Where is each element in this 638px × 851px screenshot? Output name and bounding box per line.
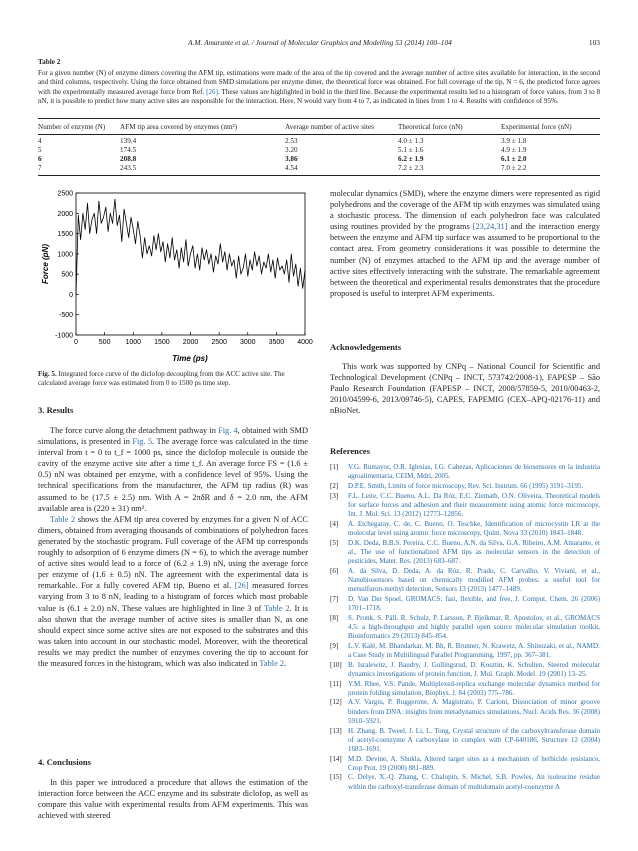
reference-item bbox=[330, 595, 600, 613]
figure-caption: Fig. 5. Integrated force curve of the diclofop decoupling from the ACC active site. The calculated average force was estimated from 0 to 1500 ps time step. bbox=[38, 370, 285, 388]
reference-text[interactable]: V.G. Rumayor, O.R. Iglesias, I.G. Cabezas, Aplicaciones de biosensores en la industria agroalimentaria, CEIM, Mdri, 2005. bbox=[348, 463, 600, 481]
reference-text[interactable]: A. Etchegaray, C. de, C. Bueno, O. Teschke, Identification of microcystin LR at the molecular level using atomic force microscopy, Quím. Nova 33 (2010) 1843–1848. bbox=[348, 519, 600, 537]
references-heading: References bbox=[330, 446, 370, 456]
reference-text[interactable]: F.L. Leite, C.C. Bueno, A.L. Da Róz, E.C. Ziemath, O.N. Oliveira, Theoretical models for surface forces and adhesion and their measurement using atomic force microscopy, Int. J. Mol. Sci. 13 (2012) 12773–12856. bbox=[348, 491, 600, 518]
acknowledgements-body bbox=[330, 361, 600, 416]
reference-number: [5] bbox=[330, 538, 339, 547]
reference-number: [2] bbox=[330, 481, 339, 490]
reference-item bbox=[330, 520, 600, 538]
reference-text[interactable]: D. Van Der Spoel, GROMACS: fast, flexible, and free, J. Comput. Chem. 26 (2006) 1701–1718. bbox=[348, 594, 600, 612]
x-tick-label: 2000 bbox=[182, 339, 199, 346]
table-cell: 6 bbox=[38, 155, 42, 163]
table-cell: 5.1 ± 1.6 bbox=[398, 146, 424, 154]
reference-item bbox=[330, 614, 600, 641]
x-axis-ticks bbox=[74, 332, 313, 346]
x-tick-label: 4000 bbox=[297, 339, 313, 346]
x-tick-label: 2500 bbox=[211, 339, 227, 346]
table-header-cell: Number of enzyme (N) bbox=[38, 123, 106, 131]
acknowledgements-paragraph: This work was supported by CNPq – National Council for Scientific and Technological Development (CNPq – INCT, 573742/2008-1), FAPESP – São Paulo Research Foundation (FAPESP – INCT, 2008/57859-5, 2010/00463-2, 2010/04599-6, 2013/09746-5), CAPES, FAPEMIG (CEX–APQ-02176-11) and nBioNet. bbox=[330, 362, 600, 416]
table-cell: 3.86 bbox=[285, 155, 298, 163]
results-heading: 3. Results bbox=[38, 405, 74, 415]
y-tick-label: -1000 bbox=[55, 332, 73, 340]
table-title: Table 2 bbox=[38, 58, 61, 66]
table-cell: 7 bbox=[38, 164, 42, 172]
reference-item bbox=[330, 773, 600, 791]
force-series-line bbox=[76, 199, 305, 294]
reference-number: [13] bbox=[330, 726, 342, 735]
reference-text[interactable]: Y.M. Rhee, V.S. Pande, Multiplexed-replica exchange molecular dynamics method for protein folding simulation, Biophys. J. 84 (2003) 775–786. bbox=[348, 679, 600, 697]
reference-item bbox=[330, 661, 600, 679]
reference-item bbox=[330, 680, 600, 698]
reference-item bbox=[330, 727, 600, 754]
reference-item bbox=[330, 463, 600, 481]
reference-item bbox=[330, 539, 600, 566]
table-link[interactable]: Table 2 bbox=[50, 514, 76, 524]
table-top-rule bbox=[38, 118, 600, 119]
table-cell: 4 bbox=[38, 137, 42, 145]
reference-item bbox=[330, 482, 600, 491]
reference-item bbox=[330, 698, 600, 725]
reference-text[interactable]: M.D. Devine, A. Shukla, Altered target sites as a mechanism of herbicide resistance, Crop Prot. 19 (2000) 881–889. bbox=[348, 754, 600, 772]
ref-link[interactable]: [23,24,31] bbox=[472, 222, 508, 232]
conclusions-body bbox=[38, 777, 308, 821]
table-cell: 7.2 ± 2.3 bbox=[398, 164, 424, 172]
fig-link[interactable]: Fig. 4 bbox=[218, 426, 238, 435]
reference-text[interactable]: L.V. Kalé, M. Bhandarkar, M. Bh, R. Brunner, N. Krawetz, A. Shinozaki, et al., NAMD: a Case Study in Multilingual Parallel Programming, 1997, pp. 367–381. bbox=[348, 641, 600, 659]
table-cell: 4.9 ± 1.9 bbox=[501, 146, 527, 154]
reference-number: [8] bbox=[330, 613, 339, 622]
reference-number: [7] bbox=[330, 594, 339, 603]
ref-link[interactable]: [26] bbox=[206, 87, 218, 96]
reference-number: [10] bbox=[330, 660, 342, 669]
x-tick-label: 500 bbox=[98, 339, 111, 346]
y-tick-label: -500 bbox=[58, 312, 73, 320]
table-header-cell: Theoretical force (nN) bbox=[398, 123, 463, 131]
y-axis-ticks bbox=[55, 191, 79, 340]
reference-text[interactable]: H. Zhang, B. Tweel, J. Li, L. Tong, Crystal structure of the carboxyltransferase domain of acetyl-coenzyme A carboxylase in complex with CP-640186, Structure 12 (2004) 1683–1691. bbox=[348, 726, 600, 753]
reference-number: [1] bbox=[330, 463, 339, 471]
reference-text[interactable]: D.P.E. Smith, Limits of force microscopy, Rev. Sci. Instrum. 66 (1995) 3191–3195. bbox=[348, 481, 584, 490]
reference-item bbox=[330, 755, 600, 773]
table-bottom-rule bbox=[38, 175, 600, 176]
page-number: 103 bbox=[588, 38, 600, 47]
reference-number: [4] bbox=[330, 519, 339, 528]
table-cell: 2.53 bbox=[285, 137, 298, 145]
table-cell: 174.5 bbox=[120, 146, 137, 154]
x-tick-label: 1000 bbox=[125, 339, 142, 346]
table-header-cell: Average number of active sites bbox=[285, 123, 374, 131]
fig-link[interactable]: Fig. 5 bbox=[132, 437, 153, 447]
table-cell: 3.20 bbox=[285, 146, 298, 154]
table-link[interactable]: Table 2 bbox=[264, 603, 290, 613]
table-cell: 139.4 bbox=[120, 137, 137, 145]
x-tick-label: 3500 bbox=[268, 339, 285, 346]
reference-item bbox=[330, 567, 600, 594]
y-tick-label: 1500 bbox=[57, 231, 73, 239]
table-header-cell: AFM tip area covered by enzymes (nm²) bbox=[120, 123, 238, 131]
table-link[interactable]: Table 2 bbox=[259, 658, 285, 668]
table-cell: 3.9 ± 1.8 bbox=[501, 137, 527, 145]
y-tick-label: 2500 bbox=[57, 190, 73, 198]
table-cell: 4.54 bbox=[285, 164, 298, 172]
y-tick-label: 0 bbox=[69, 291, 73, 299]
y-tick-label: 2000 bbox=[57, 210, 73, 218]
conclusions-heading: 4. Conclusions bbox=[38, 757, 92, 767]
table-cell: 208.8 bbox=[120, 155, 137, 163]
reference-item bbox=[330, 642, 600, 660]
table-header-cell: Experimental force (nN) bbox=[501, 123, 572, 131]
x-tick-label: 3000 bbox=[239, 339, 256, 346]
reference-text[interactable]: B. Isralewitz, J. Baudry, J. Gullingsrud, D. Kosztin, K. Schulten, Steered molecular dynamics investigations of protein function, J. Mol. Graph. Model. 19 (2001) 13–25. bbox=[348, 660, 600, 678]
reference-text[interactable]: A.V. Vargiu, P. Ruggerone, A. Magistrato, P. Carloni, Dissociation of minor groove binders from DNA: insights from metadynamics simulations, Nucl. Acids Res. 36 (2008) 5910–5921. bbox=[348, 698, 600, 725]
x-tick-label: 1500 bbox=[154, 339, 170, 346]
table-header-rule bbox=[38, 134, 600, 135]
results-paragraph-1: The force curve along the detachment pathway in Fig. 4, obtained with SMD simulations, is presented in Fig. 5. The average force was calculated in the time interval from t = 0 to t_f = 1000 ps, since the diclofop molecule is outside the cavity of the enzyme active site after a time t_f. An average force FS = (1.6 ± 0.5) nN was obtained per enzyme, with a confidence level of 95%. Using the technical specifications from the manufacturer, the AFM tip radius (R) was assumed to be (17.5 ± 2.5) nm. With A = 2πδR and δ = 2.0 nm, the AFM available area is (220 ± 31) nm². bbox=[38, 426, 308, 513]
journal-citation: A.M. Amarante et al. / Journal of Molecular Graphics and Modelling 53 (2014) 100–104 bbox=[188, 38, 452, 47]
y-tick-label: 1000 bbox=[57, 251, 73, 259]
x-tick-label: 0 bbox=[74, 339, 78, 346]
results-body bbox=[38, 425, 308, 669]
y-tick-label: 500 bbox=[61, 271, 73, 279]
table-cell: 6.1 ± 2.0 bbox=[501, 155, 527, 163]
acknowledgements-heading: Acknowledgements bbox=[330, 342, 402, 352]
reference-text[interactable]: D.K. Deda, B.B.S. Pereira, C.C. Bueno, A.N. da Silva, G.A. Ribeiro, A.M. Amarante, et al., The use of functionalized AFM tips as molecular sensors in the detection of pesticides, Mater. Res. (2013) 683–687. bbox=[348, 538, 600, 565]
reference-text[interactable]: C. Delye, X.-Q. Zhang, C. Chalopin, S. Michel, S.B. Powles, An isoleucine residue within the carboxyl-transferase domain of multidomain acetyl-coenzyme A bbox=[348, 773, 600, 791]
force-curve-chart bbox=[38, 185, 323, 365]
reference-number: [12] bbox=[330, 698, 342, 707]
table-cell: 243.5 bbox=[120, 164, 137, 172]
results-paragraph-2: Table 2 shows the AFM tip area covered by enzymes for a given N of ACC dimers, obtained from averaging thousands of combinations of polyhedron faces generated by the stochastic program. Full coverage of the AFM tip corresponds roughly to adsorption of 6 enzyme dimers (N = 6), to which the average number of active sites would lead to a force of (6.2 ± 1.9) nN, using the average force per enzyme of (1.6 ± 0.5) nN. The agreement with the experimental data is remarkable. For a fully covered AFM tip, Bueno et al. [26] measured forces varying from 3 to 8 nN, leading to a histogram of forces which most probable value is (6.1 ± 2.0) nN. These values are highlighted in line 3 of Table 2. It is also shown that the average number of active sites is smaller than N, as one should expect since some active sites are not exposed to the substrates and this was taken into account in our stochastic model. Moreover, with the theoretical results we may predict the number of enzymes covering the tip to account for the measured forces in the histogram, which was also indicated in Table 2. bbox=[38, 514, 309, 668]
reference-number: [11] bbox=[330, 679, 342, 688]
reference-number: [15] bbox=[330, 773, 342, 782]
ref-link[interactable]: [26] bbox=[234, 581, 249, 591]
table-caption: For a given number (N) of enzyme dimers covering the AFM tip, estimations were made of the area of the tip covered and the average number of active sites available for interaction, in the second and third columns, respectively. Using the force obtained from SMD simulations per enzyme dimer, the theoretical force was obtained. For full coverage of the tip, N = 6, the predicted force agrees with the experimentally measured average force from Ref. [26]. These values are highlighted in bold in the third line. Because the experimental results led to a histogram of force values, from 3 to 8 nN, it is possible to predict how many active sites are responsible for the interaction. Here, N would vary from 4 to 7, as indicated in lines from 1 to 4. Results with confidence of 95%. bbox=[38, 69, 601, 106]
table-cell: 4.0 ± 1.3 bbox=[398, 137, 424, 145]
reference-item bbox=[330, 492, 600, 519]
reference-text[interactable]: S. Pronk, S. Páll, R. Schulz, P. Larsson, P. Bjelkmar, R. Apostolov, et al., GROMACS 4.5: a high-throughput and highly parallel open source molecular simulation toolkit, Bioinformatics 29 (2013) 845–854. bbox=[348, 613, 600, 640]
reference-text[interactable]: A. da Silva, D. Deda, A. da Róz, R. Prado, C. Carvalho, V. Viviani, et al., Nanobiosensors based on chemically modified AFM probes: a useful tool for metsulfuron-methyl detection, Sensors 13 (2013) 1477–1489. bbox=[348, 566, 600, 593]
reference-list bbox=[330, 463, 600, 792]
conclusions-continued: molecular dynamics (SMD), where the enzyme dimers were represented as rigid polyhedrons and the coverage of the AFM tip with enzymes was simulated using a stochastic process. The dimension of each polyhedron face was calculated using routines provided by the programs [23,24,31] and the interaction energy between the enzyme and AFM tip surface was assumed to be proportional to the contact area. From geometry considerations it was possible to determine the number (N) of enzymes attached to the AFM tip and the average number of active sites effectively interacting with the substrate. The remarkable agreement between the theoretical and experimental results demonstrates that the procedure proposed is useful to interpret AFM experiments. bbox=[330, 189, 601, 298]
reference-number: [9] bbox=[330, 641, 339, 650]
table-cell: 7.0 ± 2.2 bbox=[501, 164, 527, 172]
x-axis-label: Time (ps) bbox=[172, 354, 208, 363]
table-cell: 6.2 ± 1.9 bbox=[398, 155, 424, 163]
y-axis-label: Force (pN) bbox=[41, 244, 50, 284]
reference-number: [6] bbox=[330, 566, 339, 575]
reference-number: [3] bbox=[330, 491, 339, 500]
conclusions-paragraph: In this paper we introduced a procedure that allows the estimation of the interaction force between the ACC enzyme and its substrate diclofop, as well as compare this value with experimental results from AFM experiments. This was achieved with steered bbox=[38, 778, 308, 821]
reference-number: [14] bbox=[330, 754, 342, 763]
table-cell: 5 bbox=[38, 146, 42, 154]
